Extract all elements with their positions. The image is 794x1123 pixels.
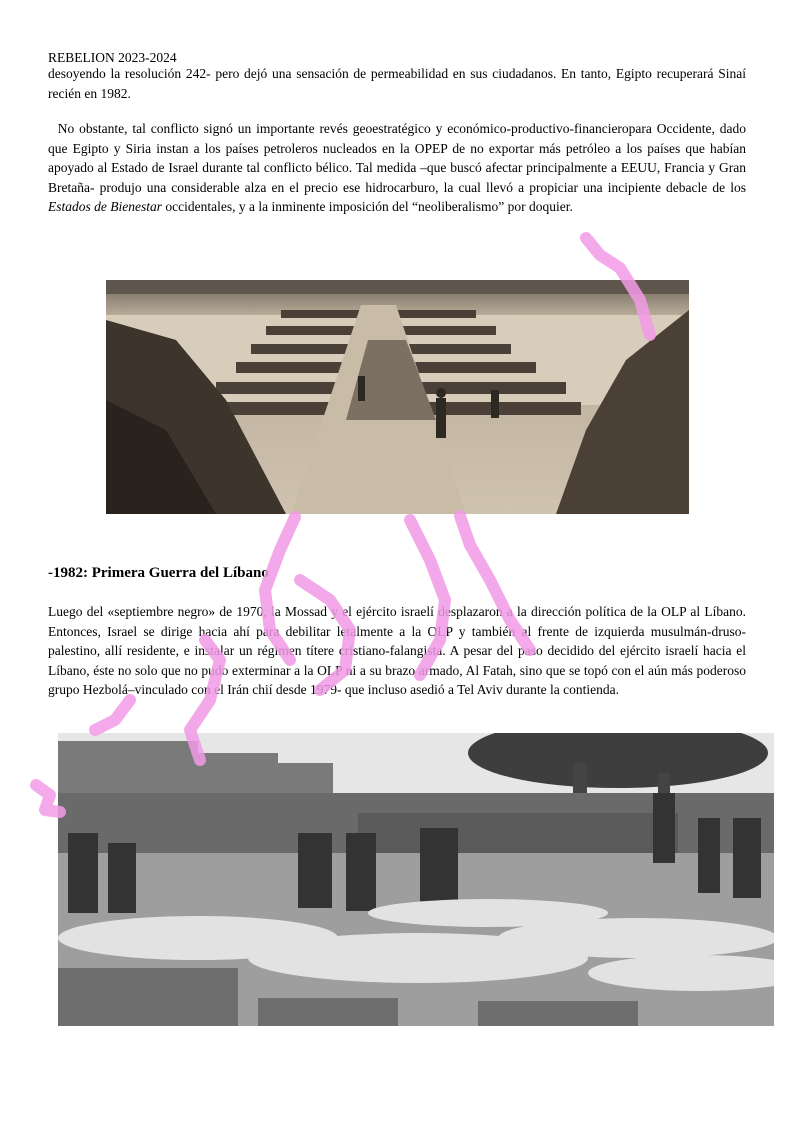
italic-term: Estados de Bienestar [48, 199, 162, 214]
aftermath-photo [58, 733, 774, 1026]
paragraph-text: No obstante, tal conflicto signó un importante revés geoestratégico y económico-productivo-financieropara Occidente, dado que Egipto y Siria instan a los países petroleros nucleados en la OPEP de no exportar más petróleo a los países que habían apoyado al Estado de Israel durante tal conflicto bélico. Tal medida –que buscó afectar principalmente a EEUU, Francia y Gran Bretaña- produjo una considerable alza en el precio ese hidrocarburo, la cual llevó a propiciar una incipiente debacle de los [48, 121, 746, 195]
running-title: REBELION 2023-2024 [48, 50, 177, 65]
section-heading: -1982: Primera Guerra del Líbano [48, 565, 269, 581]
paragraph-text: occidentales, y a la inminente imposición del “neoliberalismo” por doquier. [162, 199, 573, 214]
bridge-crossing-photo [106, 280, 689, 514]
paragraph-lebanon-war: Luego del «septiembre negro» de 1970, la Mossad y el ejército israelí desplazaron a la dirección política de la OLP al Líbano. Entonces, Israel se dirige hacia ahí para debilitar letalmente a la OLP y también al frente de izquierda musulmán-druso-palestino, allí residente, e instalar un régimen títere cristiano-falangista. A pesar del paso decidido del ejército israelí hacia el Líbano, éste no solo que no pudo exterminar a la OLP ni a su brazo armado, Al Fatah, sino que se topó con el aún más poderoso grupo Hezbolá–vinculado con el Irán chií desde 1979- que incluso asedió a Tel Aviv durante la contienda. [48, 604, 746, 697]
paragraph-resolution-242: desoyendo la resolución 242- pero dejó una sensación de permeabilidad en sus ciudadanos. En tanto, Egipto recuperará Sinaí recién en 1982. [48, 66, 746, 101]
paragraph-oil-embargo [48, 119, 746, 217]
